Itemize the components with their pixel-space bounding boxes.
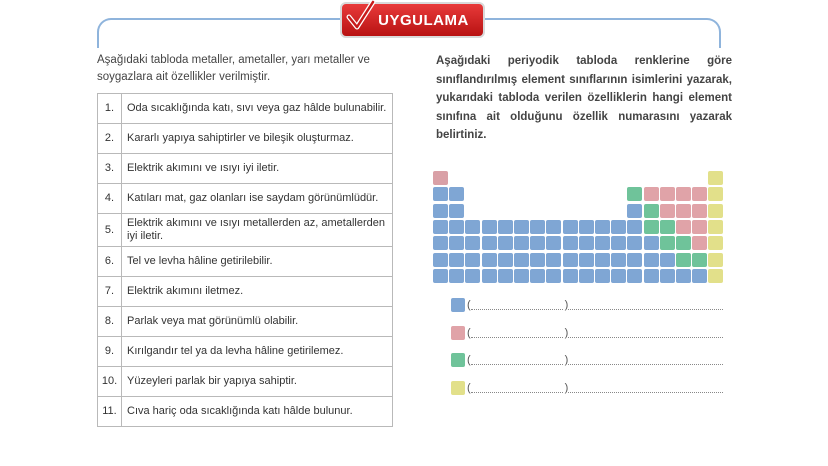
table-row	[98, 337, 393, 367]
answer-line[interactable]	[451, 381, 723, 395]
element-cell	[530, 220, 545, 234]
element-cell	[433, 220, 448, 234]
element-cell	[644, 269, 659, 283]
element-cell	[449, 269, 464, 283]
element-cell	[676, 204, 691, 218]
close-paren: )	[564, 354, 569, 366]
element-cell	[498, 269, 513, 283]
element-cell	[546, 220, 561, 234]
element-cell	[676, 253, 691, 267]
row-property-text: Kırılgandır tel ya da levha hâline getirilemez.	[122, 337, 393, 367]
element-cell	[708, 236, 723, 250]
table-row	[98, 397, 393, 427]
property-numbers-blank[interactable]	[568, 328, 723, 338]
element-cell	[611, 220, 626, 234]
element-cell	[514, 269, 529, 283]
element-cell	[546, 236, 561, 250]
row-property-text: Kararlı yapıya sahiptirler ve bileşik oluşturmaz.	[122, 124, 393, 154]
element-cell	[627, 220, 642, 234]
element-cell	[530, 269, 545, 283]
element-cell	[676, 269, 691, 283]
properties-table	[97, 93, 393, 427]
table-row	[98, 214, 393, 247]
row-number: 1.	[98, 94, 122, 124]
element-cell	[563, 269, 578, 283]
section-badge	[340, 2, 485, 38]
element-cell	[449, 204, 464, 218]
element-cell	[433, 253, 448, 267]
element-cell	[546, 253, 561, 267]
element-cell	[676, 236, 691, 250]
row-number: 8.	[98, 307, 122, 337]
open-paren: (	[467, 299, 471, 311]
row-number: 11.	[98, 397, 122, 427]
element-cell	[579, 236, 594, 250]
element-cell	[449, 220, 464, 234]
element-cell	[595, 269, 610, 283]
element-cell	[514, 236, 529, 250]
element-cell	[627, 253, 642, 267]
element-cell	[530, 236, 545, 250]
element-cell	[611, 253, 626, 267]
badge-label: UYGULAMA	[378, 11, 469, 29]
row-property-text: Parlak veya mat görünümlü olabilir.	[122, 307, 393, 337]
element-cell	[482, 220, 497, 234]
class-name-blank[interactable]	[471, 383, 563, 393]
element-cell	[644, 236, 659, 250]
element-cell	[433, 236, 448, 250]
check-icon	[346, 0, 376, 34]
element-cell	[660, 253, 675, 267]
element-cell	[449, 253, 464, 267]
element-cell	[563, 253, 578, 267]
element-cell	[611, 236, 626, 250]
answer-line[interactable]	[451, 298, 723, 312]
element-cell	[514, 253, 529, 267]
close-paren: )	[564, 299, 569, 311]
row-property-text: Yüzeyleri parlak bir yapıya sahiptir.	[122, 367, 393, 397]
table-row	[98, 184, 393, 214]
intro-text: Aşağıdaki tabloda metaller, ametaller, yarı metaller ve soygazlara ait özellikler verilmiştir.	[97, 54, 370, 83]
element-cell	[708, 253, 723, 267]
element-cell	[692, 253, 707, 267]
table-row	[98, 367, 393, 397]
element-cell	[627, 187, 642, 201]
class-name-blank[interactable]	[471, 300, 563, 310]
row-number: 7.	[98, 277, 122, 307]
element-cell	[708, 187, 723, 201]
periodic-table	[433, 171, 733, 285]
element-cell	[708, 269, 723, 283]
property-numbers-blank[interactable]	[568, 355, 723, 365]
element-cell	[660, 236, 675, 250]
element-cell	[692, 204, 707, 218]
close-paren: )	[564, 326, 569, 339]
element-cell	[660, 204, 675, 218]
answer-line[interactable]	[451, 353, 723, 367]
open-paren: (	[467, 381, 471, 394]
element-cell	[595, 236, 610, 250]
class-name-blank[interactable]	[471, 355, 563, 365]
row-property-text: Cıva hariç oda sıcaklığında katı hâlde bulunur.	[122, 397, 393, 427]
row-number: 4.	[98, 184, 122, 214]
row-number: 6.	[98, 247, 122, 277]
row-property-text: Elektrik akımını ve ısıyı metallerden az, ametallerden iyi iletir.	[122, 214, 393, 247]
open-paren: (	[467, 354, 471, 366]
element-cell	[692, 236, 707, 250]
element-cell	[433, 269, 448, 283]
table-row	[98, 247, 393, 277]
element-cell	[595, 253, 610, 267]
element-cell	[498, 253, 513, 267]
element-cell	[644, 204, 659, 218]
row-number: 3.	[98, 154, 122, 184]
element-cell	[579, 269, 594, 283]
task-instructions: Aşağıdaki periyodik tabloda renklerine göre sınıflandırılmış element sınıflarının isimlerini yazarak, yukarıdaki tabloda verilen özelliklerin hangi element sınıfına ait olduğunu özellik numarasını yazarak belirtiniz.	[436, 55, 732, 141]
row-property-text: Elektrik akımını iletmez.	[122, 277, 393, 307]
close-paren: )	[564, 381, 569, 394]
row-number: 2.	[98, 124, 122, 154]
color-swatch	[451, 326, 465, 340]
row-property-text: Tel ve levha hâline getirilebilir.	[122, 247, 393, 277]
element-cell	[465, 220, 480, 234]
element-cell	[579, 253, 594, 267]
table-row	[98, 277, 393, 307]
element-cell	[579, 220, 594, 234]
property-numbers-blank[interactable]	[568, 383, 723, 393]
element-cell	[514, 220, 529, 234]
property-numbers-blank[interactable]	[568, 300, 723, 310]
row-number: 9.	[98, 337, 122, 367]
element-cell	[708, 204, 723, 218]
color-swatch	[451, 353, 465, 367]
color-swatch	[451, 381, 465, 395]
answer-line[interactable]	[451, 326, 723, 340]
element-cell	[465, 269, 480, 283]
element-cell	[433, 171, 448, 185]
element-cell	[530, 253, 545, 267]
element-cell	[676, 220, 691, 234]
row-property-text: Katıları mat, gaz olanları ise saydam görünümlüdür.	[122, 184, 393, 214]
element-cell	[433, 187, 448, 201]
element-cell	[482, 236, 497, 250]
color-swatch	[451, 298, 465, 312]
element-cell	[644, 187, 659, 201]
element-cell	[692, 269, 707, 283]
element-cell	[660, 269, 675, 283]
element-cell	[498, 236, 513, 250]
element-cell	[449, 236, 464, 250]
element-cell	[563, 220, 578, 234]
element-cell	[644, 253, 659, 267]
element-cell	[660, 220, 675, 234]
element-cell	[433, 204, 448, 218]
element-cell	[627, 269, 642, 283]
table-row	[98, 307, 393, 337]
row-property-text: Oda sıcaklığında katı, sıvı veya gaz hâlde bulunabilir.	[122, 94, 393, 124]
table-row	[98, 124, 393, 154]
element-cell	[465, 236, 480, 250]
element-cell	[660, 187, 675, 201]
element-cell	[546, 269, 561, 283]
element-cell	[563, 236, 578, 250]
row-number: 5.	[98, 214, 122, 247]
element-cell	[498, 220, 513, 234]
element-cell	[482, 269, 497, 283]
element-cell	[627, 236, 642, 250]
element-cell	[595, 220, 610, 234]
table-row	[98, 94, 393, 124]
class-name-blank[interactable]	[471, 328, 563, 338]
element-cell	[692, 220, 707, 234]
element-cell	[482, 253, 497, 267]
table-row	[98, 154, 393, 184]
element-cell	[676, 187, 691, 201]
element-cell	[627, 204, 642, 218]
element-cell	[611, 269, 626, 283]
element-cell	[708, 220, 723, 234]
row-property-text: Elektrik akımını ve ısıyı iyi iletir.	[122, 154, 393, 184]
element-cell	[692, 187, 707, 201]
element-cell	[465, 253, 480, 267]
row-number: 10.	[98, 367, 122, 397]
element-cell	[449, 187, 464, 201]
element-cell	[708, 171, 723, 185]
open-paren: (	[467, 326, 471, 339]
element-cell	[644, 220, 659, 234]
